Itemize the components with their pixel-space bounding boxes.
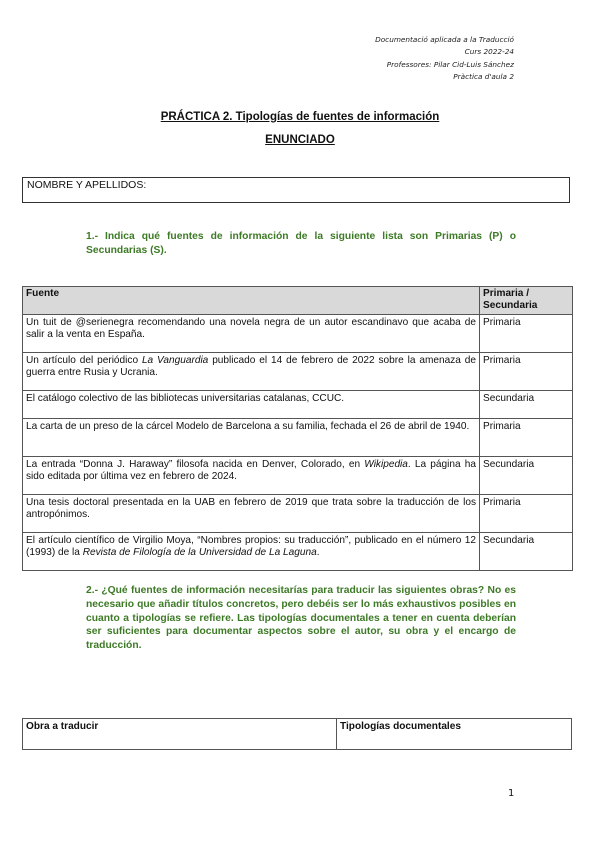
type-cell: Primaria bbox=[480, 418, 573, 456]
question-2: 2.- ¿Qué fuentes de información necesitarías para traducir las siguientes obras? No es necesario que añadir títulos concretos, pero debéis ser lo más exhaustivos posibles en cuanto a tipologías se refiere. Las tipologías documentales a tener en cuenta deberían ser suficientes para documentar aspectos sobre el autor, su obra y el encargo de traducción. bbox=[86, 585, 516, 652]
source-cell: Un tuit de @serienegra recomendando una novela negra de un autor escandinavo que acaba de salir a la venta en España. bbox=[23, 314, 480, 352]
table-header-row bbox=[23, 287, 573, 315]
table-row bbox=[23, 314, 573, 352]
table-row bbox=[23, 390, 573, 418]
header-year: Curs 2022-24 bbox=[464, 47, 514, 57]
source-cell: El catálogo colectivo de las bibliotecas universitarias catalanas, CCUC. bbox=[23, 390, 480, 418]
table-row bbox=[23, 352, 573, 390]
type-cell: Secundaria bbox=[480, 390, 573, 418]
column-header-source: Fuente bbox=[23, 287, 480, 315]
column-header-type: Primaria / Secundaria bbox=[480, 287, 573, 315]
table-row bbox=[23, 494, 573, 532]
column-header-work: Obra a traducir bbox=[23, 719, 337, 750]
type-cell: Primaria bbox=[480, 314, 573, 352]
works-table bbox=[22, 718, 572, 750]
question-1: 1.- Indica qué fuentes de información de la siguiente lista son Primarias (P) o Secundarias (S). bbox=[86, 231, 516, 256]
source-cell: Una tesis doctoral presentada en la UAB en febrero de 2019 que trata sobre la traducción de los antropónimos. bbox=[23, 494, 480, 532]
name-field[interactable] bbox=[22, 177, 570, 203]
header-course: Documentació aplicada a la Traducció bbox=[375, 35, 514, 44]
page-number: 1 bbox=[508, 788, 515, 799]
name-label: NOMBRE Y APELLIDOS: bbox=[27, 179, 147, 191]
type-cell: Primaria bbox=[480, 494, 573, 532]
header-professors: Professores: Pilar Cid-Luis Sánchez bbox=[386, 59, 514, 69]
sources-table bbox=[22, 286, 573, 571]
table-row bbox=[23, 418, 573, 456]
source-cell: La carta de un preso de la cárcel Modelo de Barcelona a su familia, fechada el 26 de abril de 1940. bbox=[23, 418, 480, 456]
type-cell: Primaria bbox=[480, 352, 573, 390]
column-header-typologies: Tipologías documentales bbox=[337, 719, 572, 750]
type-cell: Secundaria bbox=[480, 456, 573, 494]
page-subtitle: ENUNCIADO bbox=[265, 134, 335, 146]
page-title: PRÁCTICA 2. Tipologías de fuentes de información bbox=[160, 111, 440, 123]
type-cell: Secundaria bbox=[480, 532, 573, 570]
table-header-row bbox=[23, 719, 572, 750]
table-row bbox=[23, 456, 573, 494]
table-row bbox=[23, 532, 573, 570]
header-practice: Pràctica d'aula 2 bbox=[453, 71, 514, 81]
source-cell: La entrada “Donna J. Haraway” filosofa nacida en Denver, Colorado, en Wikipedia. La página ha sido editada por última vez en febrero de 2024. bbox=[23, 456, 480, 494]
source-cell: El artículo científico de Virgilio Moya, “Nombres propios: su traducción”, publicado en el número 12 (1993) de la Revista de Filología de la Universidad de La Laguna. bbox=[23, 532, 480, 570]
source-cell: Un artículo del periódico La Vanguardia publicado el 14 de febrero de 2022 sobre la amenaza de guerra entre Rusia y Ucrania. bbox=[23, 352, 480, 390]
document-header bbox=[375, 34, 514, 83]
